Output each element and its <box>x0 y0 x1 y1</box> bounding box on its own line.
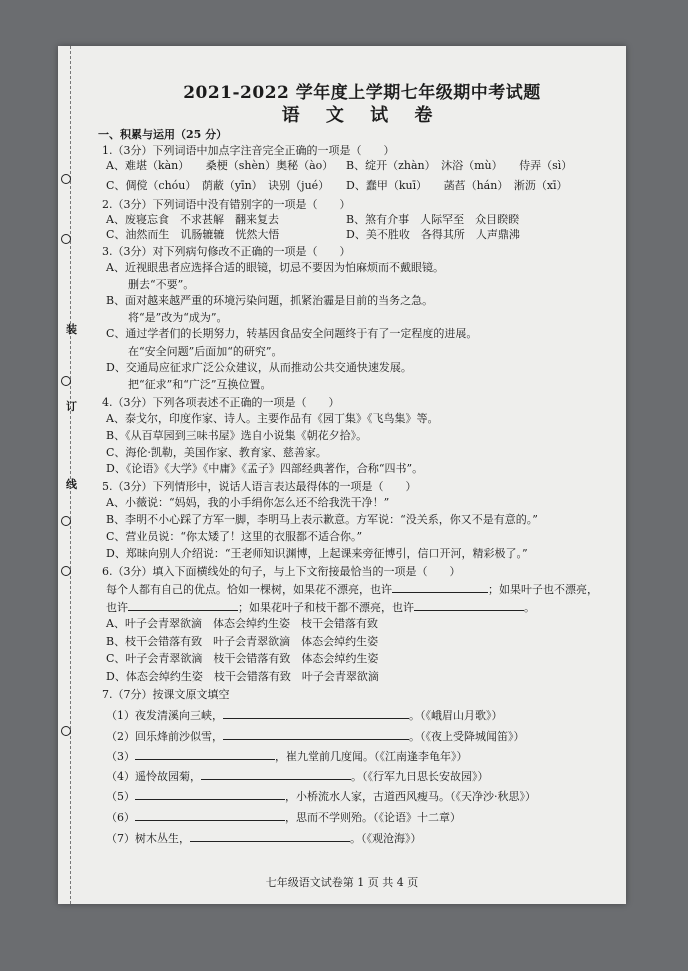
binding-mark-zhuang: 装 <box>66 323 77 336</box>
q7-blank-2[interactable] <box>223 729 409 740</box>
q3-option-d-fix: 把“征求”和“广泛”互换位置。 <box>128 378 272 391</box>
q6-option-c: C、叶子会青翠欲滴 枝干会错落有致 体态会绰约生姿 <box>106 652 379 665</box>
q7-blank-3[interactable] <box>135 749 275 760</box>
q3-option-c: C、通过学者们的长期努力，转基因食品安全问题终于有了一定程度的进展。 <box>106 327 478 340</box>
q1-option-c: C、倜傥（chóu） 荫蔽（yīn） 诀别（jué） <box>106 179 330 192</box>
q7-blank-1[interactable] <box>223 708 409 719</box>
q3-stem: 3.（3分）对下列病句修改不正确的一项是（ ） <box>102 245 351 258</box>
page-footer: 七年级语文试卷第 1 页 共 4 页 <box>265 876 419 889</box>
q4-option-a: A、泰戈尔，印度作家、诗人。主要作品有《园丁集》《飞鸟集》等。 <box>106 412 439 425</box>
q7-blank-7[interactable] <box>190 831 350 842</box>
q4-option-d: D、《论语》《大学》《中庸》《孟子》四部经典著作，合称“四书”。 <box>106 462 424 475</box>
q7-item-5 <box>106 789 536 804</box>
q7-text: 。（《夜上受降城闻笛》） <box>409 730 525 743</box>
q1-option-b: B、绽开（zhàn） 沐浴（mù） 侍弄（sì） <box>346 159 573 172</box>
q5-option-c: C、营业员说：“你太矮了！这里的衣服都不适合你。” <box>106 530 363 543</box>
binding-hole <box>61 234 71 244</box>
q7-stem: 7.（7分）按课文原文填空 <box>102 688 230 701</box>
q4-option-c: C、海伦·凯勒，美国作家、教育家、慈善家。 <box>106 446 327 459</box>
binding-mark-ding: 订 <box>66 400 77 413</box>
exam-page <box>58 46 626 904</box>
q6-blank-1[interactable] <box>392 582 488 593</box>
binding-hole <box>61 726 71 736</box>
binding-hole <box>61 516 71 526</box>
q2-option-c: C、油然而生 讥肠辘辘 恍然大悟 <box>106 228 280 241</box>
q7-text: （6） <box>106 811 135 824</box>
q7-blank-5[interactable] <box>135 789 285 800</box>
q6-passage-line1 <box>106 582 598 597</box>
q6-text: 也许 <box>106 601 128 614</box>
q7-text: 。（《行军九日思长安故园》） <box>351 770 489 783</box>
q2-option-d: D、美不胜收 各得其所 人声鼎沸 <box>346 228 520 241</box>
q7-text: （7）树木丛生， <box>106 832 190 845</box>
q7-text: （1）夜发清溪向三峡， <box>106 709 223 722</box>
q3-option-c-fix: 在“安全问题”后面加“的研究”。 <box>128 345 283 358</box>
q7-text: （2）回乐烽前沙似雪， <box>106 730 223 743</box>
q3-option-a-fix: 删去“不要”。 <box>128 278 195 291</box>
q6-passage-line2 <box>106 600 535 615</box>
q7-blank-4[interactable] <box>201 769 351 780</box>
q6-text: ；如果花叶子和枝干都不漂亮，也许 <box>238 601 414 614</box>
q5-option-b: B、李明不小心踩了方军一脚，李明马上表示歉意。方军说：“没关系，你又不是有意的。” <box>106 513 538 526</box>
q6-text: ；如果叶子也不漂亮， <box>488 583 598 596</box>
binding-margin <box>58 46 86 904</box>
q7-text: ，崔九堂前几度闻。（《江南逢李龟年》） <box>275 750 468 763</box>
q7-text: （4）遥怜故园菊， <box>106 770 201 783</box>
q1-option-a: A、难堪（kàn） 桑梗（shèn）奥秘（ào） <box>106 159 334 172</box>
q1-stem: 1.（3分）下列词语中加点字注音完全正确的一项是（ ） <box>102 144 395 157</box>
q7-blank-6[interactable] <box>135 810 285 821</box>
q1-option-d: D、蠢甲（kuī） 菡萏（hán） 淅沥（xī） <box>346 179 568 192</box>
q7-item-2 <box>106 729 525 744</box>
q7-text: （3） <box>106 750 135 763</box>
q6-blank-3[interactable] <box>414 600 524 611</box>
q7-item-6 <box>106 810 461 825</box>
q6-blank-2[interactable] <box>128 600 238 611</box>
q6-text: 每个人都有自己的优点。恰如一棵树，如果花不漂亮，也许 <box>106 583 392 596</box>
q3-option-d: D、交通局应征求广泛公众建议，从而推动公共交通快速发展。 <box>106 361 412 374</box>
q7-text: ，思而不学则殆。（《论语》十二章） <box>285 811 461 824</box>
q7-text: 。（《峨眉山月歌》） <box>409 709 503 722</box>
q4-stem: 4.（3分）下列各项表述不正确的一项是（ ） <box>102 396 340 409</box>
q5-stem: 5.（3分）下列情形中，说话人语言表达最得体的一项是（ ） <box>102 480 417 493</box>
q7-item-3 <box>106 749 468 764</box>
binding-line <box>70 46 72 904</box>
q7-text: 。（《观沧海》） <box>350 832 422 845</box>
q5-option-d: D、郑昧向别人介绍说：“王老师知识渊博，上起课来旁征博引，信口开河，精彩极了。” <box>106 547 528 560</box>
q6-option-b: B、枝干会错落有致 叶子会青翠欲滴 体态会绰约生姿 <box>106 635 379 648</box>
q3-option-a: A、近视眼患者应选择合适的眼镜，切忌不要因为怕麻烦而不戴眼镜。 <box>106 261 444 274</box>
q7-item-1 <box>106 708 503 723</box>
q7-text: ，小桥流水人家，古道西风瘦马。（《天净沙·秋思》） <box>285 790 536 803</box>
exam-title: 2021-2022 学年度上学期七年级期中考试题 <box>183 83 541 103</box>
q6-text: 。 <box>524 601 535 614</box>
q2-option-a: A、废寝忘食 不求甚解 翻来复去 <box>106 213 279 226</box>
q7-item-4 <box>106 769 489 784</box>
section-heading: 一、积累与运用（25 分） <box>98 128 228 141</box>
q4-option-b: B、《从百草园到三味书屋》选自小说集《朝花夕拾》。 <box>106 429 368 442</box>
exam-subtitle: 语 文 试 卷 <box>281 105 443 126</box>
binding-hole <box>61 376 71 386</box>
q3-option-b: B、面对越来越严重的环境污染问题，抓紧治霾是目前的当务之急。 <box>106 294 434 307</box>
q6-stem: 6.（3分）填入下面横线处的句子，与上下文衔接最恰当的一项是（ ） <box>102 565 461 578</box>
q6-option-d: D、体态会绰约生姿 枝干会错落有致 叶子会青翠欲滴 <box>106 670 379 683</box>
binding-mark-xian: 线 <box>66 478 77 491</box>
binding-hole <box>61 566 71 576</box>
q5-option-a: A、小薇说：“妈妈，我的小手绢你怎么还不给我洗干净！” <box>106 496 390 509</box>
q7-text: （5） <box>106 790 135 803</box>
q6-option-a: A、叶子会青翠欲滴 体态会绰约生姿 枝干会错落有致 <box>106 617 378 630</box>
binding-hole <box>61 174 71 184</box>
q2-option-b: B、煞有介事 人际罕至 众目睽睽 <box>346 213 520 226</box>
q3-option-b-fix: 将“是”改为“成为”。 <box>128 311 228 324</box>
q7-item-7 <box>106 831 422 846</box>
q2-stem: 2.（3分）下列词语中没有错别字的一项是（ ） <box>102 198 351 211</box>
